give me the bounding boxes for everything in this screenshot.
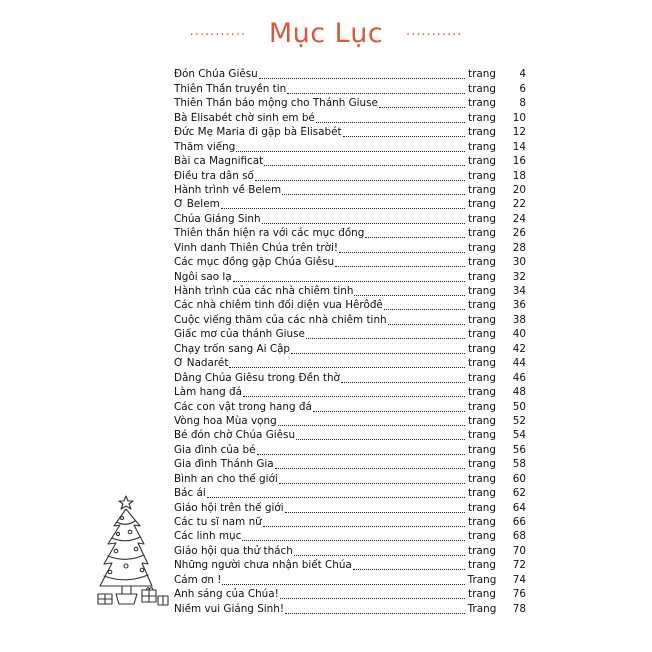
toc-row — [174, 240, 526, 254]
toc-entry — [174, 444, 466, 457]
toc-row — [174, 543, 526, 557]
toc-title: Làm hang đá — [174, 386, 242, 399]
dotted-leader — [341, 373, 465, 383]
toc-page-number: 76 — [512, 588, 526, 601]
toc-page-number: 44 — [512, 357, 526, 370]
toc-page-number: 36 — [512, 299, 526, 312]
toc-entry — [174, 603, 466, 616]
dotted-leader — [236, 142, 465, 152]
toc-row — [174, 341, 526, 355]
toc-page-number: 14 — [512, 140, 526, 153]
toc-entry — [174, 141, 466, 154]
toc-page-word: trang — [468, 501, 496, 514]
toc-row — [174, 515, 526, 529]
toc-entry — [174, 357, 466, 370]
toc-page-number: 6 — [519, 82, 526, 95]
toc-row — [174, 284, 526, 298]
toc-page-number: 40 — [512, 328, 526, 341]
toc-title: Hành trình về Belem — [174, 183, 282, 196]
toc-title: Đức Mẹ Maria đi gặp bà Êlisabét — [174, 126, 342, 139]
toc-page-number: 4 — [519, 68, 526, 81]
toc-page-word: trang — [468, 357, 496, 370]
toc-page-word: trang — [468, 516, 496, 528]
toc-title: Chúa Giáng Sinh — [174, 212, 261, 225]
toc-entry — [174, 386, 466, 399]
toc-page-number: 22 — [512, 198, 526, 211]
toc-title: Thiên Thần báo mộng cho Thánh Giuse — [174, 97, 378, 110]
toc-title: Các mục đồng gặp Chúa Giêsu — [174, 256, 335, 269]
toc-title: Ở Nadarét — [174, 357, 229, 370]
toc-page-word: trang — [468, 227, 496, 240]
toc-page-word: trang — [468, 126, 496, 139]
toc-page-word: trang — [468, 82, 496, 95]
toc-row — [174, 125, 526, 139]
toc-page-word: trang — [468, 588, 496, 601]
toc-entry — [174, 170, 466, 183]
toc-page-number: 70 — [512, 544, 526, 557]
toc-row — [174, 81, 526, 95]
dotted-leader — [229, 358, 465, 368]
dotted-leader — [285, 503, 465, 513]
dotted-leader — [221, 199, 465, 209]
toc-entry — [174, 314, 466, 327]
dotted-leader — [242, 531, 465, 541]
toc-page-word: trang — [468, 342, 496, 355]
toc-title: Ngôi sao lạ — [174, 270, 232, 283]
toc-page-number: 58 — [512, 458, 526, 471]
toc-page-word: trang — [468, 472, 496, 485]
toc-page-word: trang — [468, 198, 496, 211]
dotted-leader — [263, 517, 465, 527]
toc-entry — [174, 487, 466, 500]
toc-page-word: trang — [468, 299, 496, 312]
dotted-leader — [278, 416, 465, 426]
dotted-leader — [222, 575, 465, 585]
toc-page-word: trang — [468, 386, 496, 399]
toc-page-number: 46 — [512, 371, 526, 384]
toc-page-word: trang — [468, 256, 496, 269]
toc-title: Giấc mơ của thánh Giuse — [174, 328, 305, 341]
toc-page-number: 32 — [512, 270, 526, 283]
toc-title: Vinh danh Thiên Chúa trên trời! — [174, 241, 339, 254]
toc-entry — [174, 530, 466, 543]
toc-entry — [174, 559, 466, 572]
toc-page-number: 42 — [512, 342, 526, 355]
toc-row — [174, 168, 526, 182]
toc-entry — [174, 83, 466, 96]
toc-page-number: 34 — [512, 285, 526, 297]
toc-page-number: 48 — [512, 386, 526, 399]
toc-entry — [174, 285, 466, 298]
toc-title: Bình an cho thế giới — [174, 472, 278, 485]
toc-row — [174, 139, 526, 153]
toc-page-number: 24 — [512, 212, 526, 225]
dotted-leader — [207, 488, 465, 498]
toc-page-word: Trang — [467, 602, 497, 615]
toc-page-number: 10 — [512, 111, 526, 124]
toc-title: Cám ơn ! — [174, 573, 222, 586]
toc-page-number: 56 — [512, 443, 526, 456]
toc-title: Thiên Thần truyền tin — [174, 82, 287, 95]
toc-entry — [174, 242, 466, 255]
toc-row — [174, 500, 526, 514]
toc-entry — [174, 198, 466, 211]
toc-title: Niềm vui Giáng Sinh! — [174, 602, 285, 615]
toc-page-number: 26 — [512, 227, 526, 240]
toc-page-number: 54 — [512, 429, 526, 442]
toc-page-number: 52 — [512, 414, 526, 427]
toc-page-word: trang — [468, 530, 496, 543]
toc-page-number: 38 — [512, 313, 526, 326]
dotted-leader — [354, 286, 465, 296]
christmas-tree-icon — [96, 494, 172, 608]
toc-page-word: trang — [468, 400, 496, 413]
toc-entry — [174, 516, 466, 529]
toc-title: Dâng Chúa Giêsu trong Đền thờ — [174, 371, 340, 384]
dotted-leader — [388, 315, 465, 325]
dotted-leader — [287, 84, 465, 94]
toc-title: Các tu sĩ nam nữ — [174, 516, 262, 528]
toc-page-word: trang — [468, 111, 496, 124]
toc-row — [174, 601, 526, 615]
toc-page-word: trang — [468, 429, 496, 442]
toc-entry — [174, 68, 466, 81]
toc-page-word: trang — [468, 212, 496, 225]
toc-row — [174, 183, 526, 197]
toc-page-word: trang — [468, 169, 496, 182]
toc-title: Những người chưa nhận biết Chúa — [174, 559, 352, 572]
toc-entry — [174, 429, 466, 442]
toc-entry — [174, 213, 466, 226]
toc-entry — [174, 401, 466, 414]
dotted-leader — [255, 171, 465, 181]
dotted-leader — [316, 113, 465, 123]
toc-page-word: trang — [468, 414, 496, 427]
toc-page-number: 16 — [512, 155, 526, 168]
toc-row — [174, 399, 526, 413]
toc-title: Ở Belem — [174, 198, 220, 211]
toc-page-number: 20 — [512, 183, 526, 196]
toc-title: Bài ca Magnificat — [174, 155, 264, 168]
dotted-leader — [339, 243, 465, 253]
toc-row — [174, 486, 526, 500]
header-dots-left: ........... — [189, 24, 247, 39]
toc-entry — [174, 184, 466, 197]
toc-entry — [174, 97, 466, 110]
toc-title: Thăm viếng — [174, 140, 236, 153]
toc-title: Điều tra dân số — [174, 169, 254, 182]
toc-page-number: 66 — [512, 516, 526, 528]
toc-title: Hành trình của các nhà chiêm tinh — [174, 285, 354, 297]
toc-page-word: trang — [468, 544, 496, 557]
toc-row — [174, 255, 526, 269]
toc-entry — [174, 574, 466, 587]
toc-page-number: 62 — [512, 487, 526, 500]
dotted-leader — [275, 459, 465, 469]
toc-title: Các linh mục — [174, 530, 242, 543]
toc-row — [174, 67, 526, 81]
toc-page-number: 50 — [512, 400, 526, 413]
toc-page-word: trang — [468, 97, 496, 110]
toc-title: Bé đón chờ Chúa Giêsu — [174, 429, 296, 442]
table-of-contents — [174, 67, 526, 616]
toc-row — [174, 226, 526, 240]
toc-page-word: trang — [468, 155, 496, 168]
toc-title: Ánh sáng của Chúa! — [174, 588, 279, 601]
toc-title: Giáo hội qua thử thách — [174, 544, 293, 557]
toc-row — [174, 370, 526, 384]
toc-page-number: 60 — [512, 472, 526, 485]
toc-entry — [174, 271, 466, 284]
dotted-leader — [291, 344, 465, 354]
toc-page-word: trang — [468, 487, 496, 500]
dotted-leader — [313, 402, 465, 412]
page-header — [0, 18, 652, 49]
toc-page-number: 72 — [512, 559, 526, 572]
toc-row — [174, 327, 526, 341]
toc-row — [174, 442, 526, 456]
toc-page-number: 8 — [519, 97, 526, 110]
toc-row — [174, 457, 526, 471]
toc-row — [174, 558, 526, 572]
toc-row — [174, 414, 526, 428]
toc-entry — [174, 328, 466, 341]
toc-page-number: 78 — [512, 602, 526, 615]
toc-page-word: trang — [468, 68, 496, 81]
dotted-leader — [243, 387, 465, 397]
toc-title: Gia đình của bé — [174, 443, 256, 456]
toc-title: Đón Chúa Giêsu — [174, 68, 258, 81]
toc-page-word: Trang — [467, 573, 497, 586]
toc-row — [174, 529, 526, 543]
toc-entry — [174, 458, 466, 471]
toc-page-word: trang — [468, 328, 496, 341]
toc-page-number: 74 — [512, 573, 526, 586]
toc-row — [174, 269, 526, 283]
dotted-leader — [365, 228, 465, 238]
toc-row — [174, 385, 526, 399]
toc-row — [174, 356, 526, 370]
toc-title: Thiên thần hiện ra với các mục đồng — [174, 227, 365, 240]
dotted-leader — [257, 445, 465, 455]
toc-entry — [174, 256, 466, 269]
toc-page-word: trang — [468, 371, 496, 384]
toc-entry — [174, 415, 466, 428]
dotted-leader — [280, 589, 465, 599]
dotted-leader — [282, 185, 465, 195]
toc-entry — [174, 545, 466, 558]
dotted-leader — [306, 329, 465, 339]
dotted-leader — [279, 474, 465, 484]
toc-entry — [174, 299, 466, 312]
dotted-leader — [335, 257, 465, 267]
header-dots-right: ........... — [405, 24, 463, 39]
toc-row — [174, 110, 526, 124]
toc-row — [174, 298, 526, 312]
toc-page-number: 64 — [512, 501, 526, 514]
toc-page-word: trang — [468, 443, 496, 456]
toc-page-number: 12 — [512, 126, 526, 139]
toc-title: Các con vật trong hang đá — [174, 400, 312, 413]
dotted-leader — [264, 156, 465, 166]
dotted-leader — [384, 300, 465, 310]
toc-row — [174, 197, 526, 211]
toc-row — [174, 154, 526, 168]
toc-page-word: trang — [468, 183, 496, 196]
toc-entry — [174, 343, 466, 356]
toc-page-word: trang — [468, 285, 496, 297]
toc-page-number: 28 — [512, 241, 526, 254]
toc-page-number: 18 — [512, 169, 526, 182]
toc-row — [174, 471, 526, 485]
dotted-leader — [285, 604, 465, 614]
page-title: Mục Lục — [268, 18, 384, 49]
toc-title: Các nhà chiêm tinh đối diện vua Hêrôđê — [174, 299, 383, 312]
dotted-leader — [343, 127, 465, 137]
toc-title: Cuộc viếng thăm của các nhà chiêm tinh — [174, 313, 387, 326]
toc-row — [174, 572, 526, 586]
toc-page-word: trang — [468, 458, 496, 471]
toc-row — [174, 587, 526, 601]
dotted-leader — [262, 214, 465, 224]
toc-page-word: trang — [468, 140, 496, 153]
toc-row — [174, 211, 526, 225]
toc-page-number: 68 — [512, 530, 526, 543]
toc-page-word: trang — [468, 270, 496, 283]
dotted-leader — [353, 560, 465, 570]
toc-page-word: trang — [468, 313, 496, 326]
dotted-leader — [379, 98, 465, 108]
dotted-leader — [294, 546, 465, 556]
toc-title: Bác ái — [174, 487, 206, 500]
toc-page-number: 30 — [512, 256, 526, 269]
toc-entry — [174, 502, 466, 515]
toc-row — [174, 428, 526, 442]
toc-entry — [174, 155, 466, 168]
dotted-leader — [259, 69, 465, 79]
toc-title: Chạy trốn sang Ai Cập — [174, 342, 291, 355]
toc-entry — [174, 588, 466, 601]
toc-title: Gia đình Thánh Gia — [174, 458, 274, 471]
toc-title: Bà Êlisabét chờ sinh em bé — [174, 111, 315, 124]
toc-entry — [174, 227, 466, 240]
toc-entry — [174, 112, 466, 125]
toc-entry — [174, 473, 466, 486]
toc-entry — [174, 126, 466, 139]
toc-page-word: trang — [468, 559, 496, 572]
toc-row — [174, 312, 526, 326]
toc-title: Vòng hoa Mùa vọng — [174, 414, 277, 427]
toc-page-word: trang — [468, 241, 496, 254]
toc-entry — [174, 372, 466, 385]
toc-row — [174, 96, 526, 110]
toc-title: Giáo hội trên thế giới — [174, 501, 284, 514]
dotted-leader — [233, 272, 465, 282]
dotted-leader — [296, 430, 465, 440]
